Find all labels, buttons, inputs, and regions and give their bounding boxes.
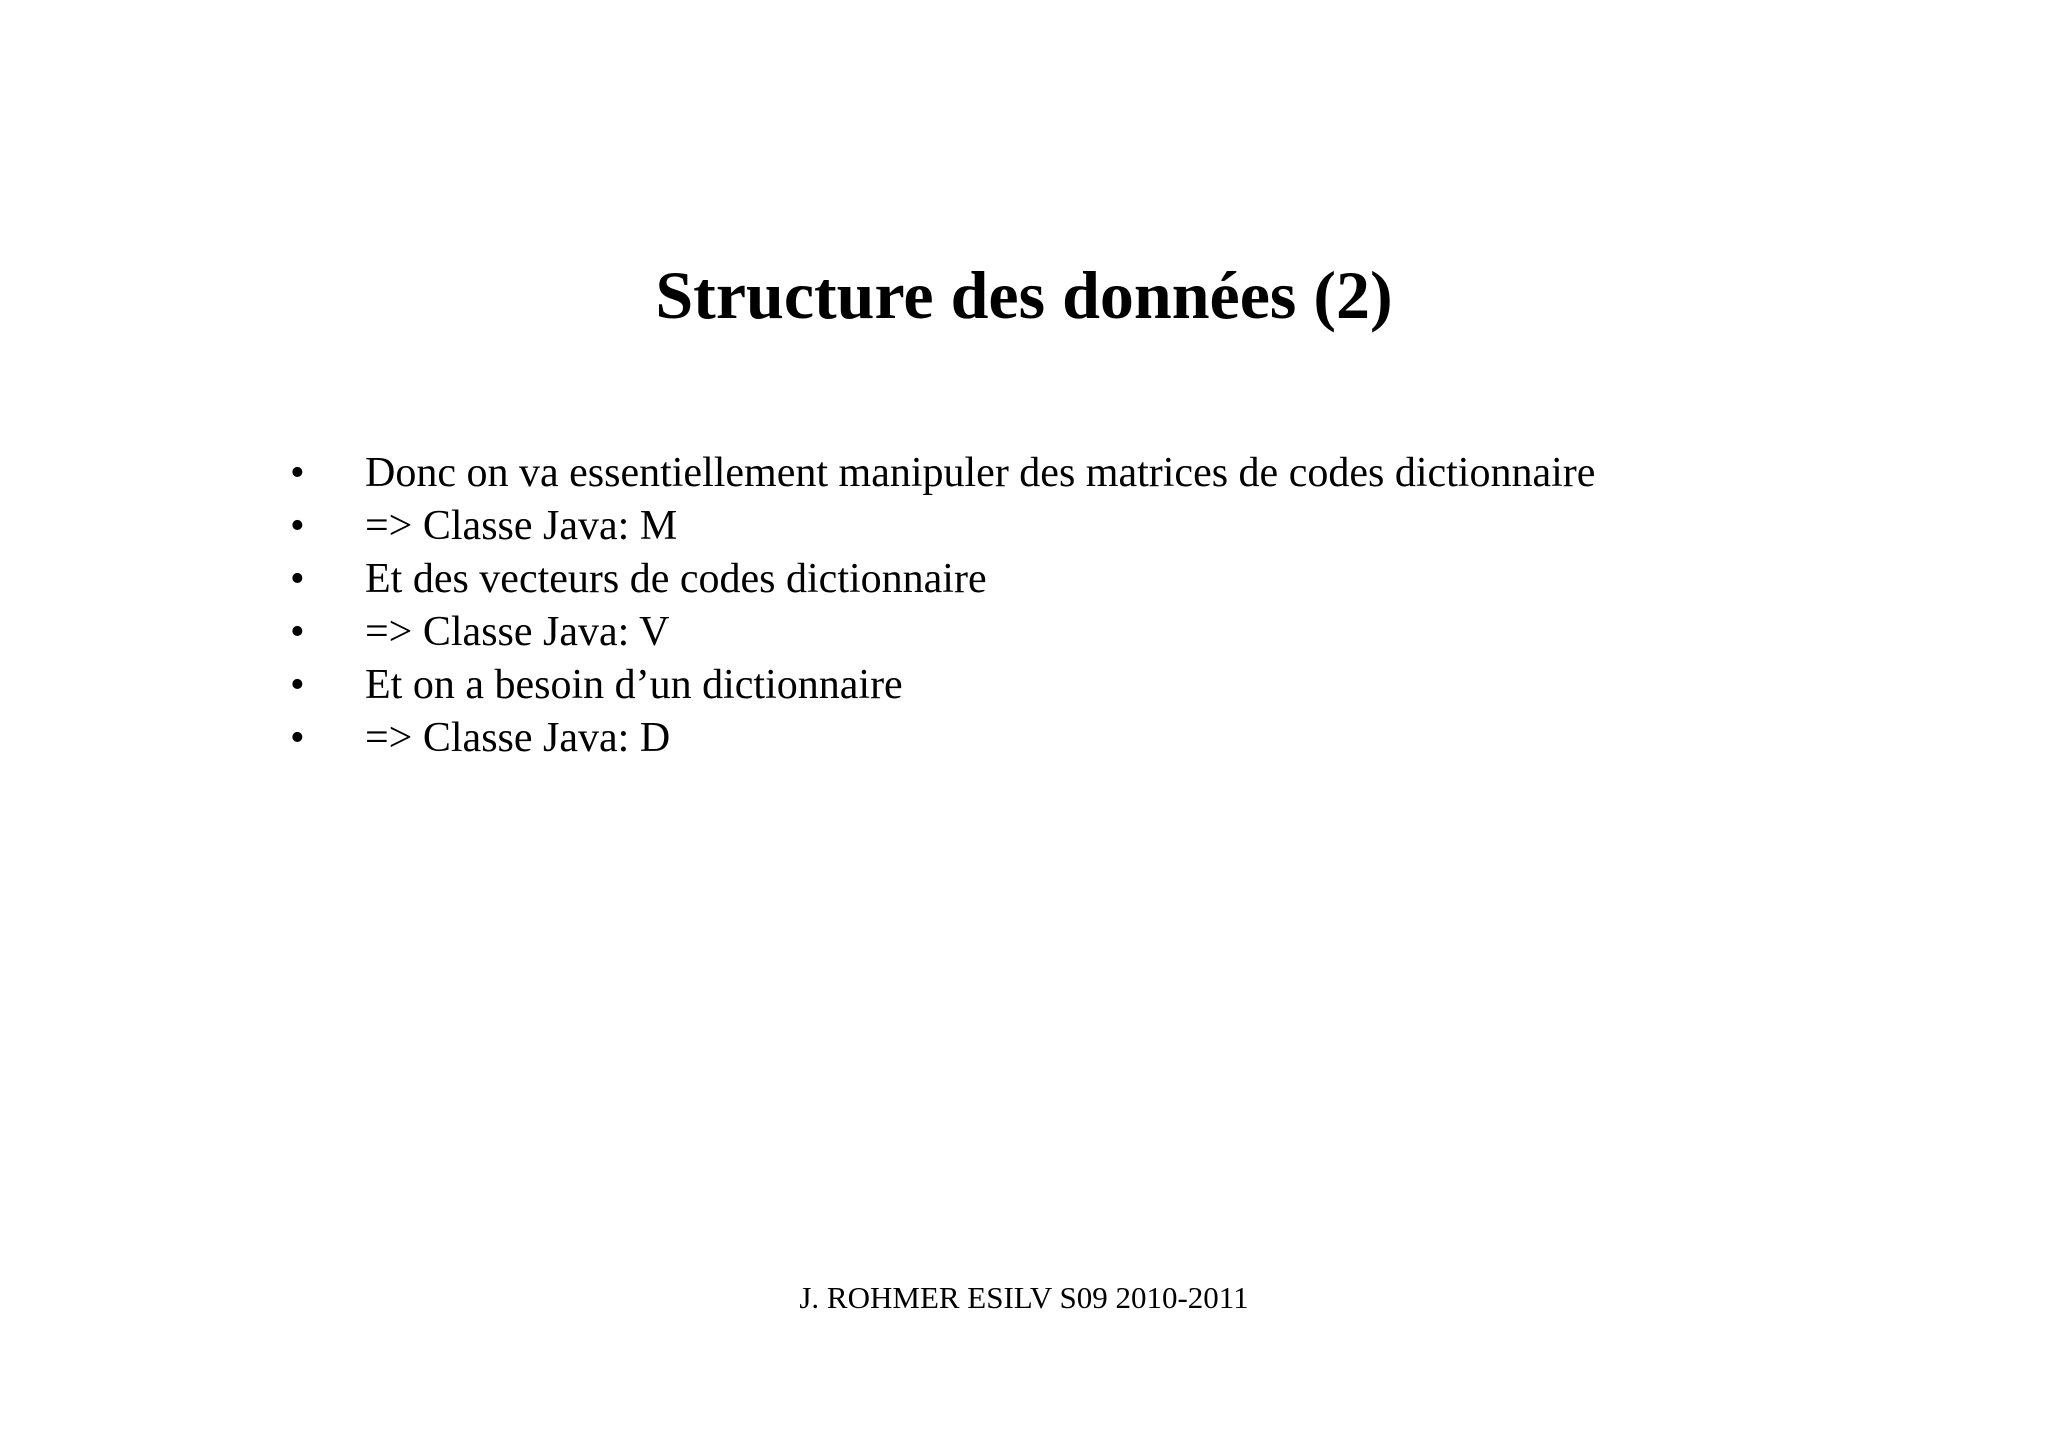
bullet-icon: • (290, 609, 305, 655)
bullet-text: Et on a besoin d’un dictionnaire (365, 662, 903, 708)
bullet-icon: • (290, 556, 305, 602)
bullet-text: => Classe Java: V (365, 609, 670, 655)
bullet-icon: • (290, 450, 305, 496)
bullet-text: Donc on va essentiellement manipuler des matrices de codes dictionnaire (365, 450, 1596, 496)
bullet-text: Et des vecteurs de codes dictionnaire (365, 556, 987, 602)
slide-footer: J. ROHMER ESILV S09 2010-2011 (799, 1280, 1249, 1315)
bullet-icon: • (290, 503, 305, 549)
bullet-text: => Classe Java: D (365, 715, 671, 761)
bullet-icon: • (290, 715, 305, 761)
bullet-text: => Classe Java: M (365, 503, 678, 549)
bullet-icon: • (290, 662, 305, 708)
slide-title: Structure des données (2) (655, 257, 1393, 333)
